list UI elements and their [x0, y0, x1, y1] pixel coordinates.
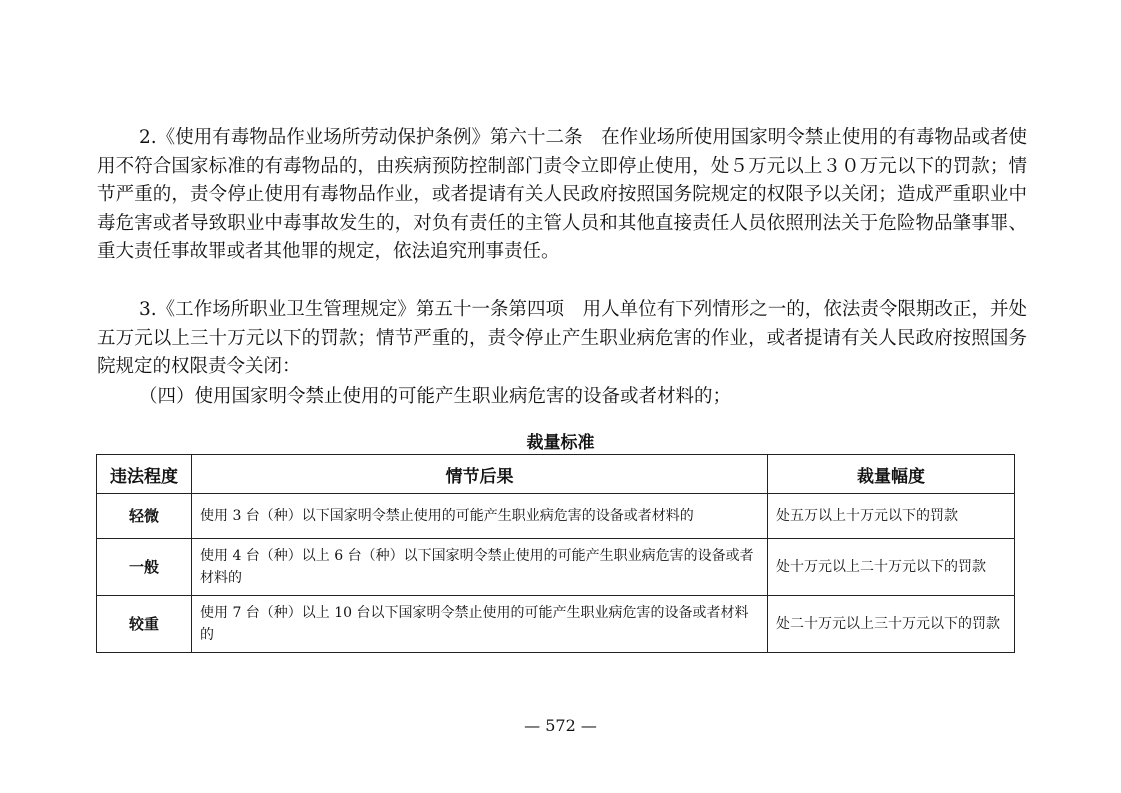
article-clause-4: （四）使用国家明令禁止使用的可能产生职业病危害的设备或者材料的；: [139, 386, 732, 407]
discretion-standard-table: [96, 454, 1015, 653]
violation-level-cell: 较重: [97, 596, 192, 653]
table-row: [97, 539, 1015, 596]
table-title: 裁量标准: [526, 433, 595, 453]
page-number: — 572 —: [524, 716, 597, 735]
circumstances-cell: 使用 4 台（种）以上 6 台（种）以下国家明令禁止使用的可能产生职业病危害的设备或者材料的: [192, 539, 768, 596]
violation-level-cell: 轻微: [97, 494, 192, 539]
table-row: [97, 596, 1015, 653]
article-paragraph-2: 2.《使用有毒物品作业场所劳动保护条例》第六十二条 在作业场所使用国家明令禁止使用的有毒物品或者使用不符合国家标准的有毒物品的，由疾病预防控制部门责令立即停止使用，处５万元以上３０万元以下的罚款；情节严重的，责令停止使用有毒物品作业，或者提请有关人民政府按照国务院规定的权限予以关闭；造成严重职业中毒危害或者导致职业中毒事故发生的，对负有责任的主管人员和其他直接责任人员依照刑法关于危险物品肇事罪、重大责任事故罪或者其他罪的规定，依法追究刑事责任。: [97, 127, 1027, 263]
header-circumstances: 情节后果: [192, 455, 768, 494]
header-penalty-range: 裁量幅度: [768, 455, 1015, 494]
table-row: [97, 494, 1015, 539]
penalty-cell: 处二十万元以上三十万元以下的罚款: [768, 596, 1015, 653]
header-violation-level: 违法程度: [97, 455, 192, 494]
circumstances-cell: 使用 7 台（种）以上 10 台以下国家明令禁止使用的可能产生职业病危害的设备或者材料的: [192, 596, 768, 653]
article-paragraph-3: 3.《工作场所职业卫生管理规定》第五十一条第四项 用人单位有下列情形之一的，依法责令限期改正，并处五万元以上三十万元以下的罚款；情节严重的，责令停止产生职业病危害的作业，或者提请有关人民政府按照国务院规定的权限责令关闭：: [97, 299, 1027, 378]
penalty-cell: 处五万以上十万元以下的罚款: [768, 494, 1015, 539]
penalty-cell: 处十万元以上二十万元以下的罚款: [768, 539, 1015, 596]
violation-level-cell: 一般: [97, 539, 192, 596]
circumstances-cell: 使用 3 台（种）以下国家明令禁止使用的可能产生职业病危害的设备或者材料的: [192, 494, 768, 539]
table-header-row: [97, 455, 1015, 494]
